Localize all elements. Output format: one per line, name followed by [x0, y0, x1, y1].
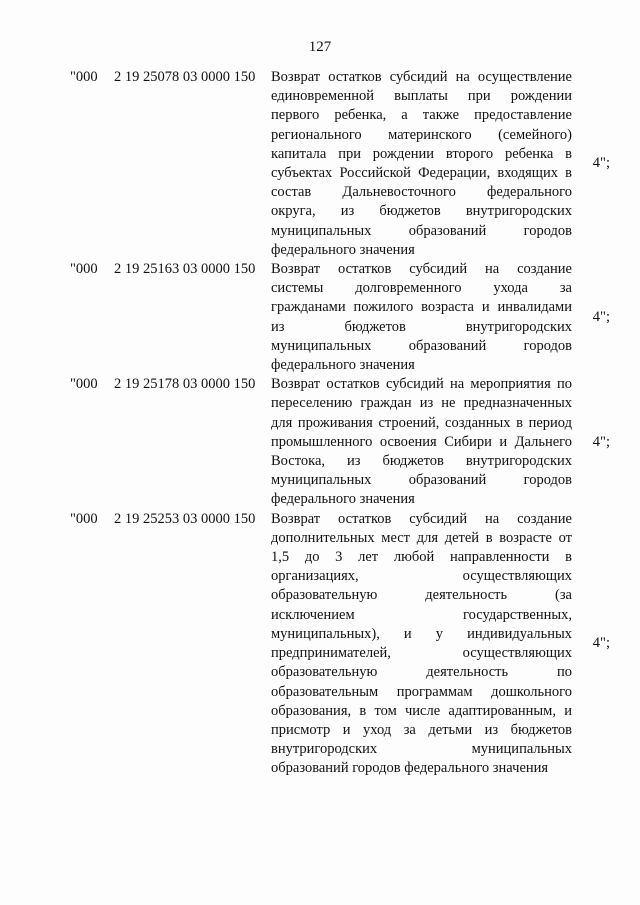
income-name-line: 1,5 до 3 лет любой направленности в [271, 549, 572, 566]
income-name-line: Возврат остатков субсидий на создание [271, 261, 572, 278]
income-name-line: промышленного освоения Сибири и Дальнего [271, 433, 572, 450]
income-name-line: округа, из бюджетов внутригородских [271, 203, 572, 220]
admin-code: "000 [70, 69, 98, 85]
income-name-line: регионального материнского (семейного) [271, 126, 572, 143]
table-row [70, 510, 610, 779]
income-name-line: первого ребенка, а также предоставление [271, 107, 572, 124]
table-row [70, 68, 610, 260]
income-name-line: дополнительных мест для детей в возрасте от [271, 529, 572, 546]
income-name-line: образовательным программам дошкольного [271, 683, 572, 700]
income-name-line: образований городов федерального значения [271, 760, 549, 777]
income-name-line: образовательную деятельность (за [271, 587, 572, 604]
table-row [70, 260, 610, 375]
income-name-line: гражданами пожилого возраста и инвалидами [271, 299, 572, 316]
income-name-line: капитала при рождении второго ребенка в [271, 145, 572, 162]
income-name-line: для проживания строений, созданных в период [271, 414, 572, 431]
income-name-line: внутригородских муниципальных [271, 741, 572, 758]
income-name-line: федерального значения [271, 241, 415, 258]
row-closing-mark: 4"; [592, 433, 610, 450]
income-name-line: муниципальных образований городов [271, 472, 572, 489]
income-name [271, 375, 572, 509]
page-number: 127 [308, 39, 332, 55]
income-name-line: муниципальных образований городов [271, 222, 572, 239]
table-row [70, 375, 610, 509]
income-name-line: системы долговременного ухода за [271, 280, 572, 297]
income-name-line: единовременной выплаты при рождении [271, 88, 572, 105]
income-name-line: переселению граждан из не предназначенных [271, 395, 572, 412]
income-name-line: федерального значения [271, 491, 415, 508]
income-name-line: образования, в том числе адаптированным, и [271, 702, 572, 719]
income-name-line: предпринимателей, осуществляющих [271, 645, 572, 662]
income-name-line: Востока, из бюджетов внутригородских [271, 453, 572, 470]
budget-code: 2 19 25163 03 0000 150 [114, 261, 256, 278]
income-name [271, 510, 572, 779]
row-closing-mark: 4"; [592, 635, 610, 652]
row-closing-mark: 4"; [592, 155, 610, 172]
budget-code: 2 19 25078 03 0000 150 [114, 69, 256, 85]
income-name-line: образовательную деятельность по [271, 664, 572, 681]
admin-code: "000 [70, 261, 98, 278]
budget-code: 2 19 25253 03 0000 150 [114, 510, 256, 527]
income-name-line: из бюджетов внутригородских [271, 318, 572, 335]
admin-code: "000 [70, 376, 98, 393]
income-name-line: федерального значения [271, 357, 415, 374]
row-closing-mark: 4"; [592, 309, 610, 326]
income-name-line: присмотр и уход за детьми из бюджетов [271, 721, 572, 738]
income-name-line: состав Дальневосточного федерального [271, 184, 572, 201]
income-name-line: Возврат остатков субсидий на осуществление [271, 69, 572, 85]
income-name-line: муниципальных), и у индивидуальных [271, 625, 572, 642]
income-name-line: субъектах Российской Федерации, входящих в [271, 165, 572, 182]
income-name-line: исключением государственных, [271, 606, 572, 623]
income-name [271, 260, 572, 375]
income-name-line: муниципальных образований городов [271, 337, 572, 354]
income-name-line: Возврат остатков субсидий на мероприятия по [271, 376, 572, 393]
budget-code: 2 19 25178 03 0000 150 [114, 376, 256, 393]
income-name-line: Возврат остатков субсидий на создание [271, 510, 572, 527]
budget-codes-table [70, 68, 610, 779]
income-name-line: организациях, осуществляющих [271, 568, 572, 585]
income-name [271, 68, 572, 260]
admin-code: "000 [70, 510, 98, 527]
